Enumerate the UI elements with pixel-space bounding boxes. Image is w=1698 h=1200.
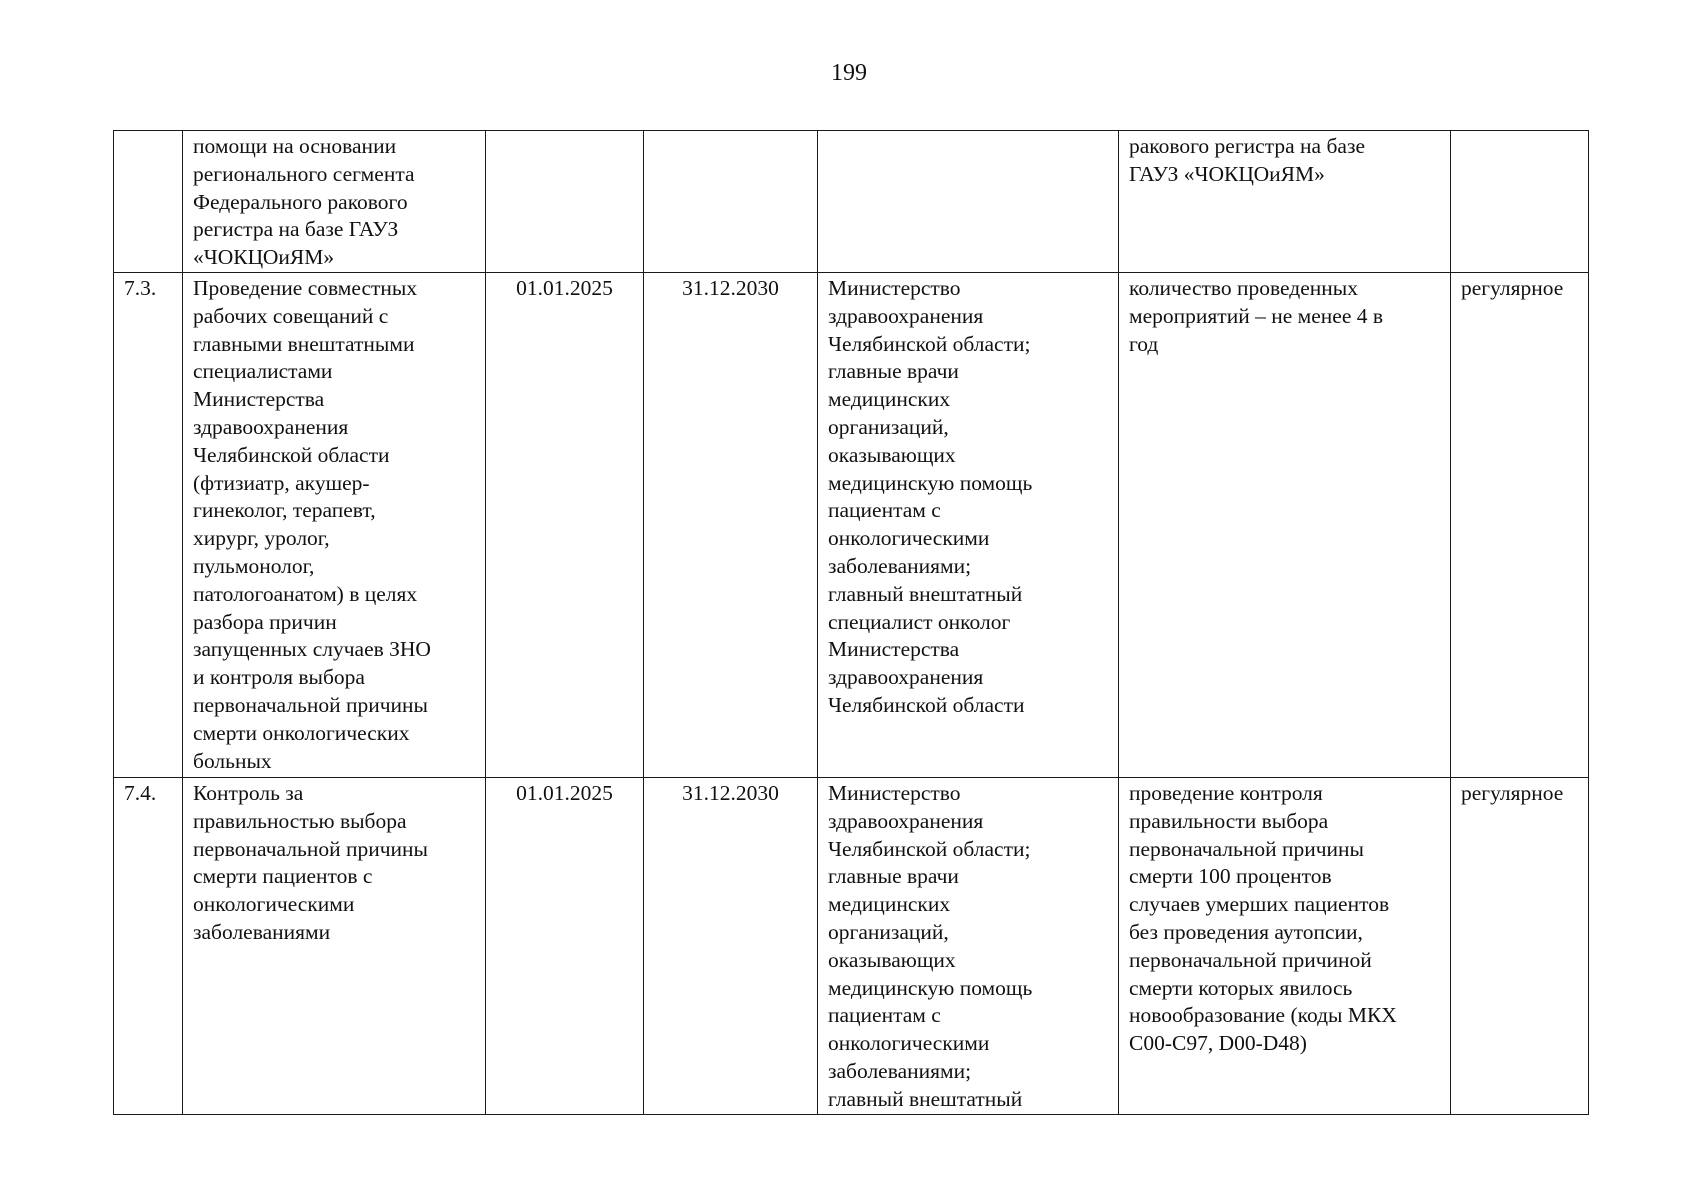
- end-date-cell: 31.12.2030: [644, 272, 818, 777]
- row-number: 7.3.: [114, 272, 183, 777]
- table-row-continuation: [114, 131, 1589, 273]
- frequency-cell: [1451, 131, 1589, 273]
- activity-cell: помощи на основании регионального сегмента Федерального ракового регистра на базе ГАУЗ «ЧОКЦОиЯМ»: [183, 131, 486, 273]
- responsible-cell: [818, 131, 1119, 273]
- row-number: 7.4.: [114, 777, 183, 1114]
- activity-cell: Контроль за правильностью выбора первоначальной причины смерти пациентов с онкологическими заболеваниями: [183, 777, 486, 1114]
- frequency-cell: регулярное: [1451, 272, 1589, 777]
- end-date-cell: [644, 131, 818, 273]
- start-date-cell: [486, 131, 644, 273]
- result-cell: количество проведенных мероприятий – не менее 4 в год: [1119, 272, 1451, 777]
- activity-cell: Проведение совместных рабочих совещаний с главными внештатными специалистами Министерства здравоохранения Челябинской области (фтизиатр, акушер- гинеколог, терапевт, хирург, уролог, пульмонолог, патологоанатом) в целях разбора причин запущенных случаев ЗНО и контроля выбора первоначальной причины смерти онкологических больных: [183, 272, 486, 777]
- page-number: 199: [831, 60, 867, 86]
- table-row-7-3: [114, 272, 1589, 777]
- end-date-cell: 31.12.2030: [644, 777, 818, 1114]
- responsible-cell: Министерство здравоохранения Челябинской области; главные врачи медицинских организаций, оказывающих медицинскую помощь пациентам с онкологическими заболеваниями; главный внештатный специалист онколог Министерства здравоохранения Челябинской области: [818, 272, 1119, 777]
- measures-table: [113, 130, 1589, 1115]
- result-cell: ракового регистра на базе ГАУЗ «ЧОКЦОиЯМ»: [1119, 131, 1451, 273]
- start-date-cell: 01.01.2025: [486, 777, 644, 1114]
- row-number: [114, 131, 183, 273]
- result-cell: проведение контроля правильности выбора первоначальной причины смерти 100 процентов случаев умерших пациентов без проведения аутопсии, первоначальной причиной смерти которых явилось новообразование (коды МКХ С00-С97, D00-D48): [1119, 777, 1451, 1114]
- responsible-cell: Министерство здравоохранения Челябинской области; главные врачи медицинских организаций, оказывающих медицинскую помощь пациентам с онкологическими заболеваниями; главный внештатный: [818, 777, 1119, 1114]
- table-row-7-4: [114, 777, 1589, 1114]
- frequency-cell: регулярное: [1451, 777, 1589, 1114]
- start-date-cell: 01.01.2025: [486, 272, 644, 777]
